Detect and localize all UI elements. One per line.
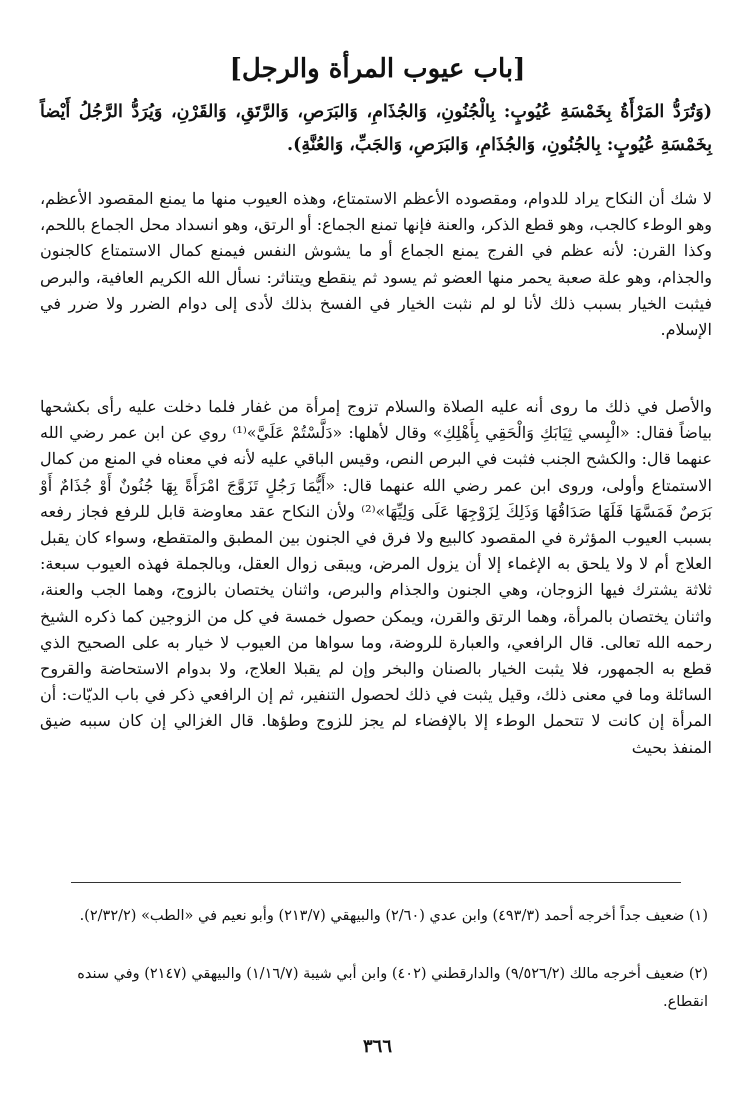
footnote-2: (٢) ضعيف أخرجه مالك (٩/٥٢٦/٢) والدارقطني (٤٠٢) وابن أبي شيبة (١/١٦/٧) والبيهقي (٢١٤٧) وفي سنده انقطاع. [77, 966, 708, 1010]
footnote-1: (١) ضعيف جداً أخرجه أحمد (٤٩٣/٣) وابن عدي (٢/٦٠) والبيهقي (٢١٣/٧) وأبو نعيم في «الطب» (٢/٣٢/٢). [79, 908, 708, 924]
chapter-title: [باب عيوب المرأة والرجل] [229, 54, 526, 84]
footnote-separator [71, 882, 681, 883]
page-number: ٣٦٦ [362, 1036, 392, 1057]
commentary-paragraph-1: لا شك أن النكاح يراد للدوام، ومقصوده الأعظم الاستمتاع، وهذه العيوب منها ما يمنع المقصود الأعظم، وهو الوطء كالجب، وهو قطع الذكر، والعنة فإنها تمنع الجماع: أو الرتق، وهو انسداد محل الجماع باللحم، وكذا القرن: لأنه عظم في الفرج يمنع الجماع أو ما يشوش النفس فيمنع كمال الاستمتاع كالجنون والجذام، وهو علة صعبة يحمر منها العضو ثم يسود ثم ينقطع ويتناثر: نسأل الله الكريم العافية، والبرص فيثبت الخيار بسبب ذلك لأنا لو لم نثبت الخيار في الفسخ بذلك لأدى إلى دوام الضرر ولا ضرر في الإسلام. [40, 189, 712, 340]
commentary-paragraph-2: والأصل في ذلك ما روى أنه عليه الصلاة والسلام تزوج إمرأة من غفار فلما دخلت عليه رأى بكشحها بياضاً فقال: «الْبِسي ثِيَابَكِ وَالْحَقِي بِأَهْلِكِ» وقال لأهلها: «دَلَّسْتُمْ عَلَيَّ»⁽¹⁾ روي عن ابن عمر رضي الله عنهما قال: والكشح الجنب فثبت في البرص النص، وقيس الباقي عليه لأنه في معناه في المنع من كمال الاستمتاع وأولى، وروى ابن عمر رضي الله عنهما قال: «أَيُّمَا رَجُلٍ تَزَوَّجَ امْرَأَةً بِهَا جُنُونٌ أَوْ جُذَامٌ أَوْ بَرَصٌ فَمَسَّهَا فَلَهَا صَدَاقُهَا وَذَلِكَ لِزَوْجِهَا عَلَى وَلِيِّهَا»⁽²⁾ ولأن النكاح عقد معاوضة قابل للرفع فجاز رفعه بسبب العيوب المؤثرة في المقصود كالبيع ولا فرق في الجنون بين المطبق والمتقطع، وسواء كان يقبل العلاج أم لا ولا يلحق به الإغماء إلا أن يزول المرض، ويبقى زوال العقل، وبالجملة فهذه العيوب سبعة: ثلاثة يشترك فيها الزوجان، وهي الجنون والجذام والبرص، واثنان يختصان بالزوج، وهما الجب والعنة، واثنان يختصان بالمرأة، وهما الرتق والقرن، ويمكن حصول خمسة في كل من الزوجين كما ذكره الشيخ رحمه الله تعالى. قال الرافعي، والعبارة للروضة، وما سواها من العيوب لا خيار به على الصحيح الذي قطع به الجمهور، فلا يثبت الخيار بالصنان والبخر وإن لم يقبلا العلاج، ولا بدوام الاستحاضة والقروح السائلة وما في معنى ذلك، وقيل يثبت في ذلك لحصول التنفير، ثم إن الرافعي ذكر في باب الديّات: أن المرأة إن كانت لا تتحمل الوطء إلا بالإفضاء لم يجز للزوج وطؤها. قال الغزالي إن كان سببه ضيق المنفذ بحيث [40, 397, 713, 757]
matn-text: (وَتُرَدُّ المَرْأَةُ بِخَمْسَةِ عُيُوبٍ: بِالْجُنُونِ، وَالجُذَامِ، وَالبَرَصِ، وَالرَّتَقِ، وَالقَرْنِ، وَيُرَدُّ الرَّجُلُ أَيْضاً بِخَمْسَةِ عُيُوبٍ: بِالجُنُونِ، وَالجُذَامِ، وَالبَرَصِ، وَالجَبِّ، وَالعُنَّةِ). [40, 102, 712, 155]
